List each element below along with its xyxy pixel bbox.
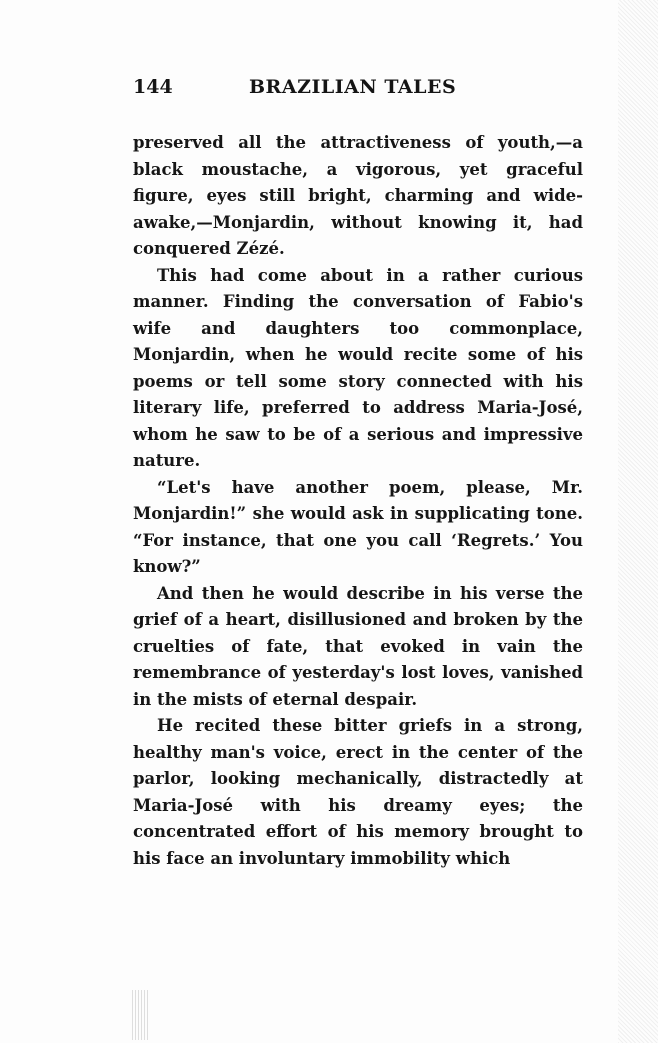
page-number: 144 (133, 76, 173, 98)
paragraph: “Let's have another poem, please, Mr. Monjardin!” she would ask in supplicating tone. “For instance, that one you call ‘Regrets.’ You know?” (133, 477, 583, 576)
paragraph: This had come about in a rather curious manner. Finding the conversation of Fabio's wife and daughters too commonplace, Monjardin, when he would recite some of his poems or tell some story connected with his literary life, preferred to address Maria-José, whom he saw to be of a serious and impressive nature. (133, 265, 583, 470)
paragraph: preserved all the attractiveness of youth,—a black moustache, a vigorous, yet graceful figure, eyes still bright, charming and wide-awake,—Monjardin, without knowing it, had conquered Zézé. (133, 133, 583, 258)
body-text (133, 130, 583, 872)
paragraph: And then he would describe in his verse the grief of a heart, disillusioned and broken by the cruelties of fate, that evoked in vain the remembrance of yesterday's lost loves, vanished in the mists of eternal despair. (133, 583, 583, 709)
page-header (133, 76, 583, 106)
scan-bottom-speckle (132, 990, 150, 1040)
paragraph: He recited these bitter griefs in a strong, healthy man's voice, erect in the center of the parlor, looking mechanically, distractedly at Maria-José with his dreamy eyes; the concentrated effort of his memory brought to his face an involuntary immobility which (133, 716, 583, 868)
scan-edge-speckle (618, 0, 658, 1043)
running-head: BRAZILIAN TALES (249, 76, 457, 98)
